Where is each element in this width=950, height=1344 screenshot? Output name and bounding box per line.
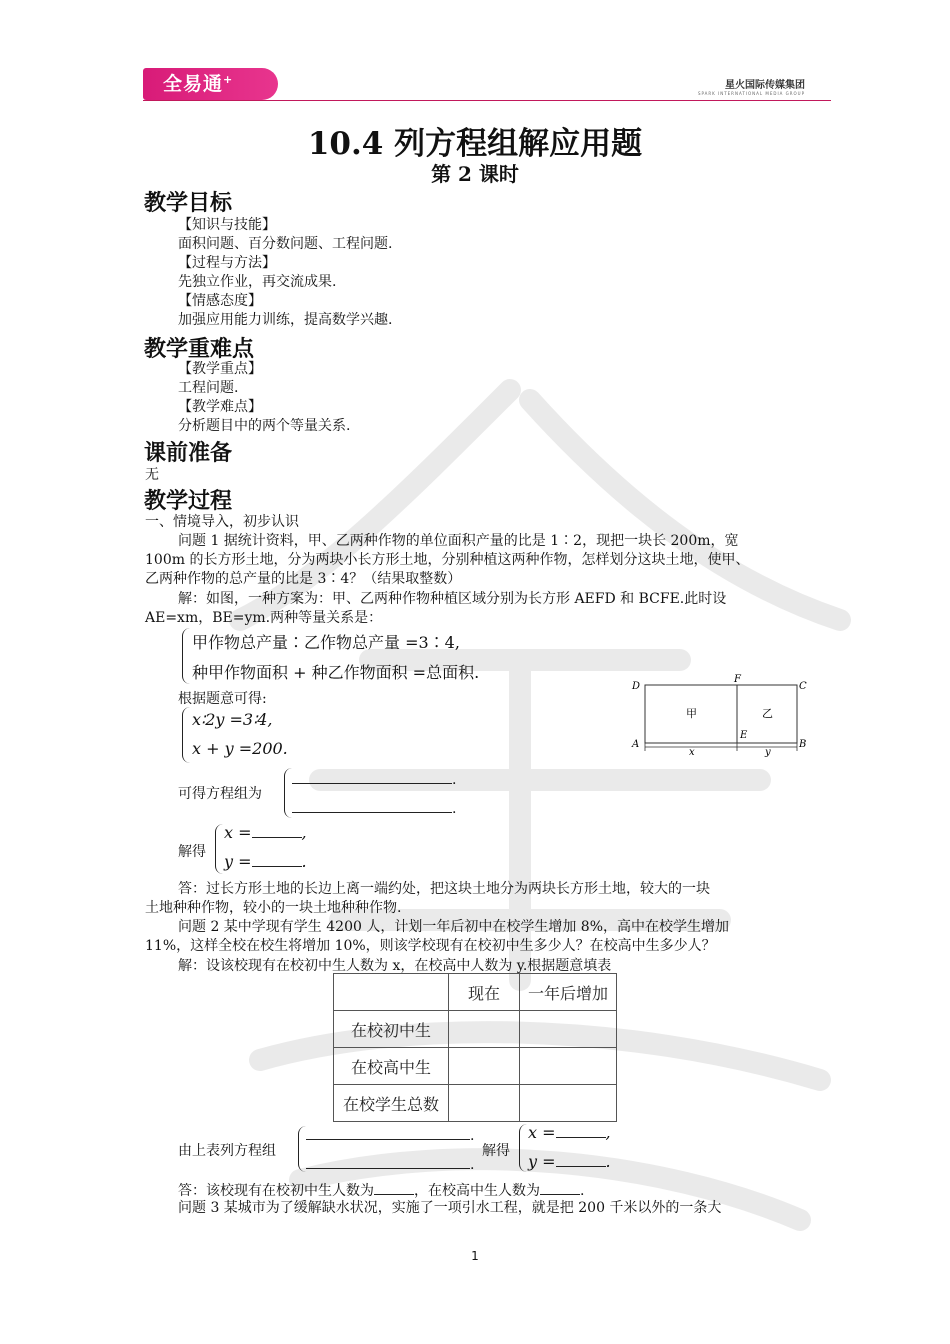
data-table xyxy=(333,973,617,1122)
goal-line: 【知识与技能】 xyxy=(178,217,276,233)
given-label: 根据题意可得: xyxy=(178,691,267,707)
goal-line: 【过程与方法】 xyxy=(178,255,276,271)
equation-1: x∶2y =3∶4, xyxy=(192,710,273,729)
goal-line: 【情感态度】 xyxy=(178,293,262,309)
header-rule xyxy=(143,100,831,101)
x-equals: x = xyxy=(224,823,252,842)
table-header xyxy=(334,974,449,1011)
solution-line: AE=xm，BE=ym.两种等量关系是： xyxy=(145,610,383,626)
part-heading: 一、情境导入，初步认识 xyxy=(145,514,299,530)
section-heading-preparation: 课前准备 xyxy=(144,441,233,466)
relation-2: 种甲作物面积 + 种乙作物面积 =总面积. xyxy=(192,663,480,682)
relations-brace xyxy=(182,628,191,684)
publisher-english: SPARK INTERNATIONAL MEDIA GROUP xyxy=(697,91,805,96)
problem1-line: 100m 的长方形土地，分为两块小长方形土地，分别种植这两种作物，怎样划分这块土地，使甲、 xyxy=(145,552,750,568)
problem3-line: 问题 3 某城市为了缓解缺水状况，实施了一项引水工程，就是把 200 千米以外的一条大 xyxy=(178,1200,722,1216)
solve-label: 解得 xyxy=(178,844,206,860)
goal-line: 面积问题、百分数问题、工程问题. xyxy=(178,236,393,252)
page-title: 10.4 列方程组解应用题 xyxy=(307,126,643,162)
brand-logo xyxy=(143,68,278,100)
x-equals: x = xyxy=(528,1123,556,1142)
x-solution[interactable]: x = , xyxy=(224,823,307,842)
logo-text: 全易通 xyxy=(163,73,224,95)
vertex-label-f: F xyxy=(734,674,741,685)
star-icon: + xyxy=(223,73,234,86)
section-heading-keypoints: 教学重难点 xyxy=(144,337,255,362)
vertex-label-e: E xyxy=(740,730,748,741)
land-diagram xyxy=(626,672,816,758)
y-equals: y = xyxy=(528,1152,556,1171)
table-solve-brace xyxy=(519,1124,528,1172)
system-blank-2[interactable]: . xyxy=(292,795,456,819)
table-header: 现在 xyxy=(449,974,520,1011)
problem2-line: 11%，这样全校在校生将增加 10%，则该学校现有在校初中生多少人？在校高中生多少人？ xyxy=(145,938,716,954)
table-system-label: 由上表列方程组 xyxy=(178,1143,276,1159)
vertex-label-a: A xyxy=(632,739,640,750)
table-system-blank-2[interactable]: . xyxy=(306,1151,474,1175)
table-row-label: 在校初中生 xyxy=(334,1011,449,1048)
problem1-line: 乙两种作物的总产量的比是 3∶4？（结果取整数） xyxy=(145,571,462,587)
table-row xyxy=(334,1011,617,1048)
goal-line: 先独立作业，再交流成果. xyxy=(178,274,337,290)
answer-part-b: ，在校高中生人数为 xyxy=(414,1183,540,1199)
keypoint-line: 【教学难点】 xyxy=(178,399,262,415)
relation-1: 甲作物总产量∶乙作物总产量 =3∶4, xyxy=(192,633,460,652)
region-label-a: 甲 xyxy=(686,707,697,720)
vertex-label-b: B xyxy=(799,739,807,750)
table-cell[interactable] xyxy=(520,1085,617,1122)
table-x-solution[interactable]: x = , xyxy=(528,1123,611,1142)
table-solve-label: 解得 xyxy=(482,1143,510,1159)
page-subtitle: 第 2 课时 xyxy=(431,162,519,186)
table-row xyxy=(334,1085,617,1122)
section-heading-goals: 教学目标 xyxy=(144,191,233,216)
equation-2: x + y =200. xyxy=(192,739,288,758)
table-cell[interactable] xyxy=(449,1048,520,1085)
answer-blank[interactable] xyxy=(374,1180,414,1195)
length-label-x: x xyxy=(689,747,695,758)
solution-line: 解：如图，一种方案为：甲、乙两种作物种植区域分别为长方形 AEFD 和 BCFE.此时设 xyxy=(178,591,727,607)
keypoint-line: 【教学重点】 xyxy=(178,361,262,377)
table-cell[interactable] xyxy=(449,1011,520,1048)
table-row-label: 在校学生总数 xyxy=(334,1085,449,1122)
vertex-label-d: D xyxy=(632,681,641,692)
answer-part-a: 答：该校现有在校初中生人数为 xyxy=(178,1183,374,1199)
answer-blank[interactable] xyxy=(540,1180,580,1195)
problem1-line: 问题 1 据统计资料，甲、乙两种作物的单位面积产量的比是 1∶2，现把一块长 200m，宽 xyxy=(178,533,739,549)
table-header: 一年后增加 xyxy=(520,974,617,1011)
table-cell[interactable] xyxy=(449,1085,520,1122)
problem2-solution: 解：设该校现有在校初中生人数为 x，在校高中人数为 y.根据题意填表 xyxy=(178,958,612,974)
vertex-label-c: C xyxy=(799,681,807,692)
solve-brace xyxy=(215,824,224,874)
table-system-blank-1[interactable]: . xyxy=(306,1122,474,1146)
problem2-line: 问题 2 某中学现有学生 4200 人，计划一年后初中在校学生增加 8%，高中在校学生增加 xyxy=(178,919,729,935)
equations-brace xyxy=(182,707,191,763)
table-y-solution[interactable]: y = . xyxy=(528,1152,611,1171)
keypoint-line: 分析题目中的两个等量关系. xyxy=(178,418,351,434)
answer-line: 土地种种作物，较小的一块土地种种作物. xyxy=(145,900,402,916)
publisher-name: 星火国际传媒集团 xyxy=(725,80,805,91)
region-label-b: 乙 xyxy=(762,707,773,720)
length-label-y: y xyxy=(765,747,771,758)
page-number: 1 xyxy=(471,1249,479,1263)
table-row-label: 在校高中生 xyxy=(334,1048,449,1085)
answer-line: 答：过长方形土地的长边上离一端约处，把这块土地分为两块长方形土地，较大的一块 xyxy=(178,881,710,897)
table-cell[interactable] xyxy=(520,1011,617,1048)
problem2-answer: 答：该校现有在校初中生人数为 ，在校高中生人数为 . xyxy=(178,1180,584,1201)
system-label: 可得方程组为 xyxy=(178,786,262,802)
system-blank-1[interactable]: . xyxy=(292,766,456,790)
table-row xyxy=(334,1048,617,1085)
y-equals: y = xyxy=(224,852,252,871)
y-solution[interactable]: y = . xyxy=(224,852,307,871)
keypoint-line: 工程问题. xyxy=(178,380,239,396)
table-cell[interactable] xyxy=(520,1048,617,1085)
section-heading-process: 教学过程 xyxy=(144,489,233,514)
preparation-text: 无 xyxy=(145,467,159,483)
goal-line: 加强应用能力训练，提高数学兴趣. xyxy=(178,312,393,328)
publisher-mark xyxy=(698,76,805,96)
table-header-row xyxy=(334,974,617,1011)
